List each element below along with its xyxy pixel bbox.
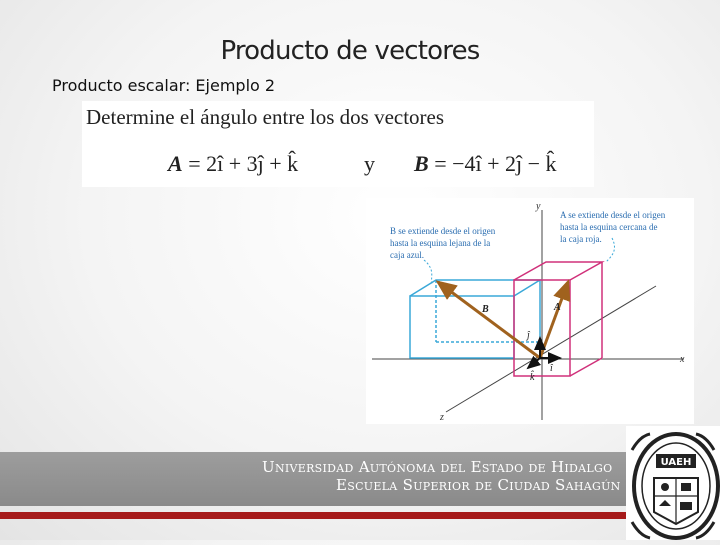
problem-statement-image	[82, 101, 594, 187]
footer-red-stripe	[0, 512, 628, 519]
red-note-line-1: A se extiende desde el origen	[560, 210, 666, 220]
vector-diagram-svg	[366, 198, 694, 424]
vector-a-expression: = 2î + 3ĵ + k̂	[188, 151, 299, 176]
y-axis-label: y	[536, 201, 541, 212]
problem-text: Determine el ángulo entre los dos vectores	[86, 105, 445, 129]
x-axis-label: x	[680, 354, 685, 365]
unit-k-label: k̂	[530, 372, 535, 383]
footer-school-name: Escuela Superior de Ciudad Sahagún	[336, 476, 621, 494]
slide-subtitle: Producto escalar: Ejemplo 2	[52, 76, 276, 95]
blue-box	[410, 280, 540, 358]
connector-word: y	[364, 151, 375, 176]
slide-title: Producto de vectores	[220, 36, 480, 66]
unit-i-label: î	[550, 363, 553, 374]
vector-b-expression: = −4î + 2ĵ − k̂	[434, 151, 557, 176]
vector-b-equation	[414, 151, 557, 177]
blue-note-line-3: caja azul.	[390, 250, 424, 260]
vector-b-label: B	[482, 304, 489, 315]
university-seal-icon	[626, 426, 720, 540]
vector-b-name: B	[414, 151, 429, 176]
unit-j-label: ĵ	[527, 330, 530, 341]
blue-box-note	[390, 226, 496, 260]
z-axis-line	[446, 286, 656, 412]
blue-note-line-2: hasta la esquina lejana de la	[390, 238, 491, 248]
vector-a-label: A	[554, 302, 561, 313]
university-logo	[626, 426, 720, 540]
red-note-leader	[606, 238, 614, 262]
z-axis-label: z	[440, 412, 444, 423]
red-note-line-2: hasta la esquina cercana de	[560, 222, 658, 232]
blue-note-leader	[424, 260, 432, 284]
vector-a-equation	[168, 151, 298, 177]
red-note-line-3: la caja roja.	[560, 234, 602, 244]
vector-a-name: A	[168, 151, 183, 176]
vector-diagram	[366, 198, 694, 424]
footer-university-name: Universidad Autónoma del Estado de Hidalgo	[262, 458, 613, 476]
vector-b-arrow	[438, 282, 540, 358]
blue-note-line-1: B se extiende desde el origen	[390, 226, 496, 236]
svg-text:UAEH: UAEH	[660, 457, 692, 468]
vector-a-arrow	[540, 282, 568, 358]
